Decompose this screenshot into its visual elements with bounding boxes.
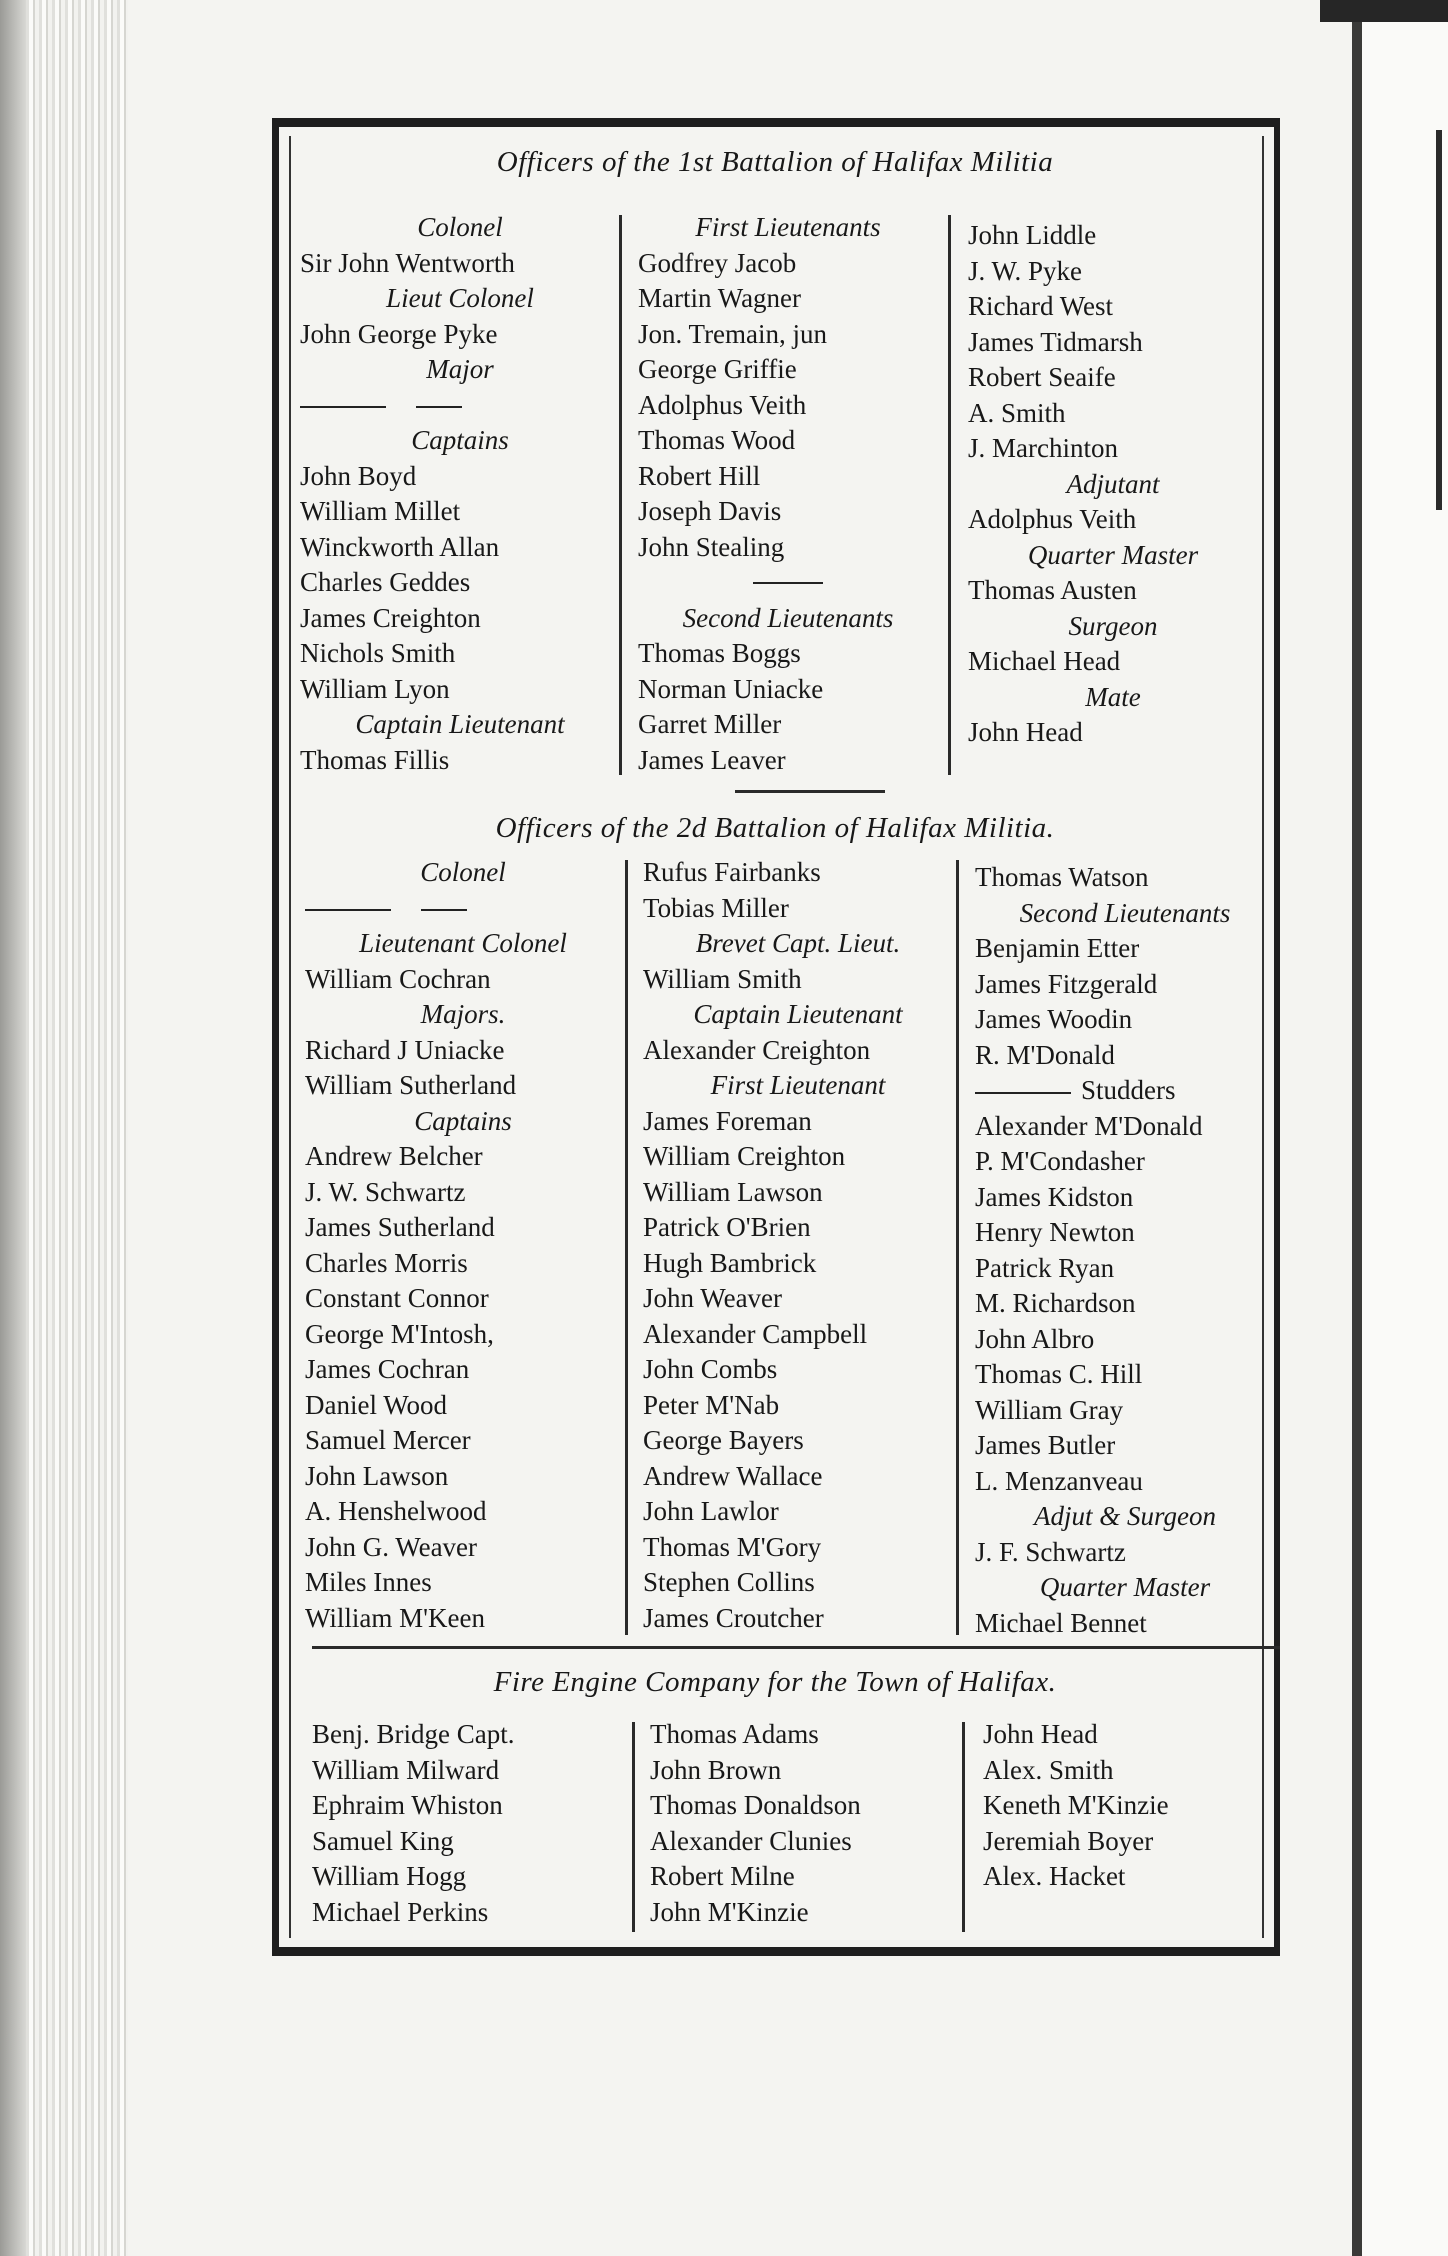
rank-heading: Lieut Colonel: [386, 283, 534, 313]
officer-name: Thomas Wood: [638, 425, 796, 455]
officer-name: John George Pyke: [300, 318, 498, 349]
officer-name: Constant Connor: [305, 1283, 489, 1313]
rank-heading: Colonel: [420, 857, 506, 887]
officer-name: Adolphus Veith: [638, 389, 807, 420]
column-divider: [956, 860, 959, 1635]
officer-name: John Head: [983, 1719, 1098, 1749]
rank-heading: Quarter Master: [1027, 539, 1199, 570]
rank-heading: Adjut & Surgeon: [1034, 1501, 1216, 1531]
officer-name: Alexander Creighton: [643, 1034, 871, 1065]
officer-name: M. Richardson: [975, 1288, 1136, 1318]
officer-name: Charles Geddes: [300, 567, 471, 597]
vacant-position-dash: [300, 388, 620, 424]
officer-name: Alex. Hacket: [983, 1861, 1126, 1891]
officer-name: Patrick Ryan: [975, 1252, 1115, 1283]
officer-name: John Boyd: [300, 460, 417, 491]
officer-name: Thomas Austen: [968, 575, 1137, 605]
officer-name: Keneth M'Kinzie: [983, 1790, 1169, 1820]
rank-heading: Second Lieutenants: [1019, 897, 1231, 928]
rank-heading-label: Studders: [1081, 1075, 1176, 1105]
officer-name: George M'Intosh,: [305, 1318, 494, 1349]
officer-name: Peter M'Nab: [643, 1389, 780, 1420]
officer-name: Thomas M'Gory: [643, 1531, 822, 1562]
rank-heading: First Lieutenants: [695, 212, 881, 242]
officer-name: J. W. Pyke: [968, 255, 1083, 286]
officer-name: Robert Seaife: [968, 362, 1116, 392]
officer-name: Daniel Wood: [305, 1389, 448, 1420]
officer-name: James Kidston: [975, 1181, 1134, 1212]
officer-name: Joseph Davis: [638, 496, 782, 526]
officer-name: J. F. Schwartz: [975, 1536, 1126, 1567]
officer-name: Hugh Bambrick: [643, 1247, 817, 1278]
officer-name: Ephraim Whiston: [312, 1790, 503, 1820]
officer-name: John M'Kinzie: [650, 1896, 809, 1927]
officer-name: William Lyon: [300, 673, 450, 704]
officer-name: John Liddle: [968, 220, 1097, 250]
officer-name: Charles Morris: [305, 1247, 468, 1278]
officer-name: Robert Milne: [650, 1861, 795, 1891]
column-1st-battalion-right: [968, 218, 1258, 751]
officer-name: William Hogg: [312, 1861, 467, 1891]
officer-name: Miles Innes: [305, 1567, 432, 1597]
rank-heading: Lieutenant Colonel: [359, 928, 567, 958]
officer-name: Patrick O'Brien: [643, 1212, 811, 1242]
officer-name: R. M'Donald: [975, 1039, 1115, 1070]
officer-name: John Lawson: [305, 1460, 449, 1491]
officer-name: Benjamin Etter: [975, 933, 1140, 963]
section-title-fire-engine-company: Fire Engine Company for the Town of Halifax.: [493, 1666, 1057, 1698]
officer-name: Alexander M'Donald: [975, 1110, 1203, 1141]
officer-name: Thomas Boggs: [638, 638, 801, 668]
column-2d-battalion-middle: [643, 855, 953, 1636]
officer-name: Samuel King: [312, 1825, 454, 1856]
officer-name: John Head: [968, 717, 1083, 747]
officer-name: Godfrey Jacob: [638, 247, 797, 278]
officer-name: Norman Uniacke: [638, 673, 824, 704]
section-divider: [735, 790, 885, 793]
column-fire-engine-left: [312, 1717, 624, 1930]
officer-name: William Sutherland: [305, 1070, 517, 1100]
officer-name: Richard West: [968, 291, 1114, 321]
officer-name: James Cochran: [305, 1354, 470, 1384]
officer-name: James Sutherland: [305, 1212, 495, 1242]
officer-name: Sir John Wentworth: [300, 247, 515, 278]
rank-heading: Captain Lieutenant: [355, 709, 565, 739]
book-spine-edge: [0, 0, 128, 2256]
officer-name: William Gray: [975, 1394, 1124, 1425]
column-divider: [962, 1722, 965, 1932]
officer-name: Adolphus Veith: [968, 504, 1137, 534]
officer-name: Samuel Mercer: [305, 1425, 471, 1455]
rank-heading: Second Lieutenants: [682, 602, 894, 633]
officer-name: John Stealing: [638, 531, 785, 562]
officer-name: William Millet: [300, 496, 461, 526]
officer-name: John Albro: [975, 1323, 1095, 1354]
rank-heading: Colonel: [417, 212, 503, 242]
officer-name: Michael Perkins: [312, 1896, 489, 1927]
rank-heading: Captain Lieutenant: [693, 999, 903, 1029]
officer-name: Thomas Adams: [650, 1719, 819, 1749]
officer-name: Rufus Fairbanks: [643, 857, 821, 887]
officer-name: Andrew Belcher: [305, 1141, 483, 1171]
officer-name: Alex. Smith: [983, 1754, 1114, 1785]
officer-name: A. Smith: [968, 397, 1066, 428]
officer-name: James Leaver: [638, 744, 786, 775]
rank-heading: Majors.: [420, 999, 506, 1029]
officer-name: Stephen Collins: [643, 1567, 815, 1597]
column-fire-engine-middle: [650, 1717, 950, 1930]
officer-name: John Lawlor: [643, 1496, 779, 1526]
officer-name: James Foreman: [643, 1105, 812, 1136]
officer-name: Thomas Watson: [975, 862, 1149, 892]
officer-name: Garret Miller: [638, 709, 782, 739]
officer-name: James Butler: [975, 1430, 1116, 1460]
rank-heading: First Lieutenant: [710, 1070, 886, 1100]
short-rule: [638, 565, 938, 601]
officer-name: George Bayers: [643, 1425, 804, 1455]
section-divider: [312, 1646, 1280, 1649]
officer-name: Michael Head: [968, 646, 1121, 676]
officer-name: John Weaver: [643, 1283, 783, 1313]
officer-name: Thomas C. Hill: [975, 1359, 1143, 1389]
column-fire-engine-right: [983, 1717, 1273, 1895]
officer-name: John G. Weaver: [305, 1531, 478, 1562]
officer-name: Tobias Miller: [643, 892, 789, 923]
column-divider: [619, 215, 622, 775]
officer-name: Alexander Campbell: [643, 1318, 868, 1349]
officer-name: William Creighton: [643, 1141, 846, 1171]
rank-heading: Adjutant: [1066, 468, 1160, 499]
officer-name: Michael Bennet: [975, 1607, 1147, 1638]
officer-name: Jeremiah Boyer: [983, 1825, 1154, 1856]
officer-name: Thomas Fillis: [300, 744, 450, 775]
officer-name: Jon. Tremain, jun: [638, 318, 828, 349]
section-title-2d-battalion: Officers of the 2d Battalion of Halifax Militia.: [495, 812, 1055, 844]
officer-name: Martin Wagner: [638, 283, 802, 313]
officer-name: William Milward: [312, 1754, 500, 1785]
officer-name: James Tidmarsh: [968, 326, 1143, 357]
officer-name: John Combs: [643, 1354, 778, 1384]
rank-heading: [975, 1073, 1275, 1109]
rank-heading: Captains: [411, 425, 509, 455]
rank-heading: Quarter Master: [1039, 1572, 1211, 1602]
officer-name: James Fitzgerald: [975, 968, 1158, 999]
column-2d-battalion-left: [305, 855, 621, 1636]
scan-shadow: [1320, 0, 1448, 22]
rank-heading: Major: [426, 354, 494, 384]
officer-name: William M'Keen: [305, 1602, 485, 1633]
officer-name: James Woodin: [975, 1004, 1133, 1034]
officer-name: William Lawson: [643, 1176, 823, 1207]
officer-name: Nichols Smith: [300, 638, 456, 668]
rank-heading: Brevet Capt. Lieut.: [695, 928, 901, 958]
officer-name: J. W. Schwartz: [305, 1176, 466, 1207]
column-divider: [632, 1722, 635, 1932]
officer-name: A. Henshelwood: [305, 1496, 487, 1526]
officer-name: Winckworth Allan: [300, 531, 500, 562]
officer-name: James Creighton: [300, 602, 481, 633]
officer-name: Alexander Clunies: [650, 1825, 852, 1856]
officer-name: George Griffie: [638, 354, 797, 384]
column-1st-battalion-middle: [638, 210, 938, 778]
officer-name: L. Menzanveau: [975, 1465, 1143, 1496]
officer-name: William Cochran: [305, 963, 491, 994]
officer-name: J. Marchinton: [968, 433, 1118, 463]
column-divider: [625, 860, 628, 1635]
officer-name: Andrew Wallace: [643, 1460, 823, 1491]
rank-heading: Surgeon: [1068, 610, 1158, 641]
officer-name: William Smith: [643, 963, 802, 994]
rank-heading: Mate: [1085, 681, 1141, 712]
officer-name: Robert Hill: [638, 460, 761, 491]
column-1st-battalion-left: [300, 210, 620, 778]
facing-page-edge: [1352, 0, 1448, 2256]
officer-name: Henry Newton: [975, 1217, 1135, 1247]
vacant-position-dash: [305, 891, 621, 927]
officer-name: Benj. Bridge Capt.: [312, 1719, 515, 1749]
officer-name: Richard J Uniacke: [305, 1034, 505, 1065]
officer-name: P. M'Condasher: [975, 1146, 1145, 1176]
rank-heading: Captains: [414, 1105, 512, 1136]
officer-name: John Brown: [650, 1754, 782, 1785]
officer-name: James Croutcher: [643, 1602, 824, 1633]
column-2d-battalion-right: [975, 860, 1275, 1641]
officer-name: Thomas Donaldson: [650, 1790, 861, 1820]
section-title-1st-battalion: Officers of the 1st Battalion of Halifax Militia: [496, 146, 1054, 178]
column-divider: [948, 215, 951, 775]
